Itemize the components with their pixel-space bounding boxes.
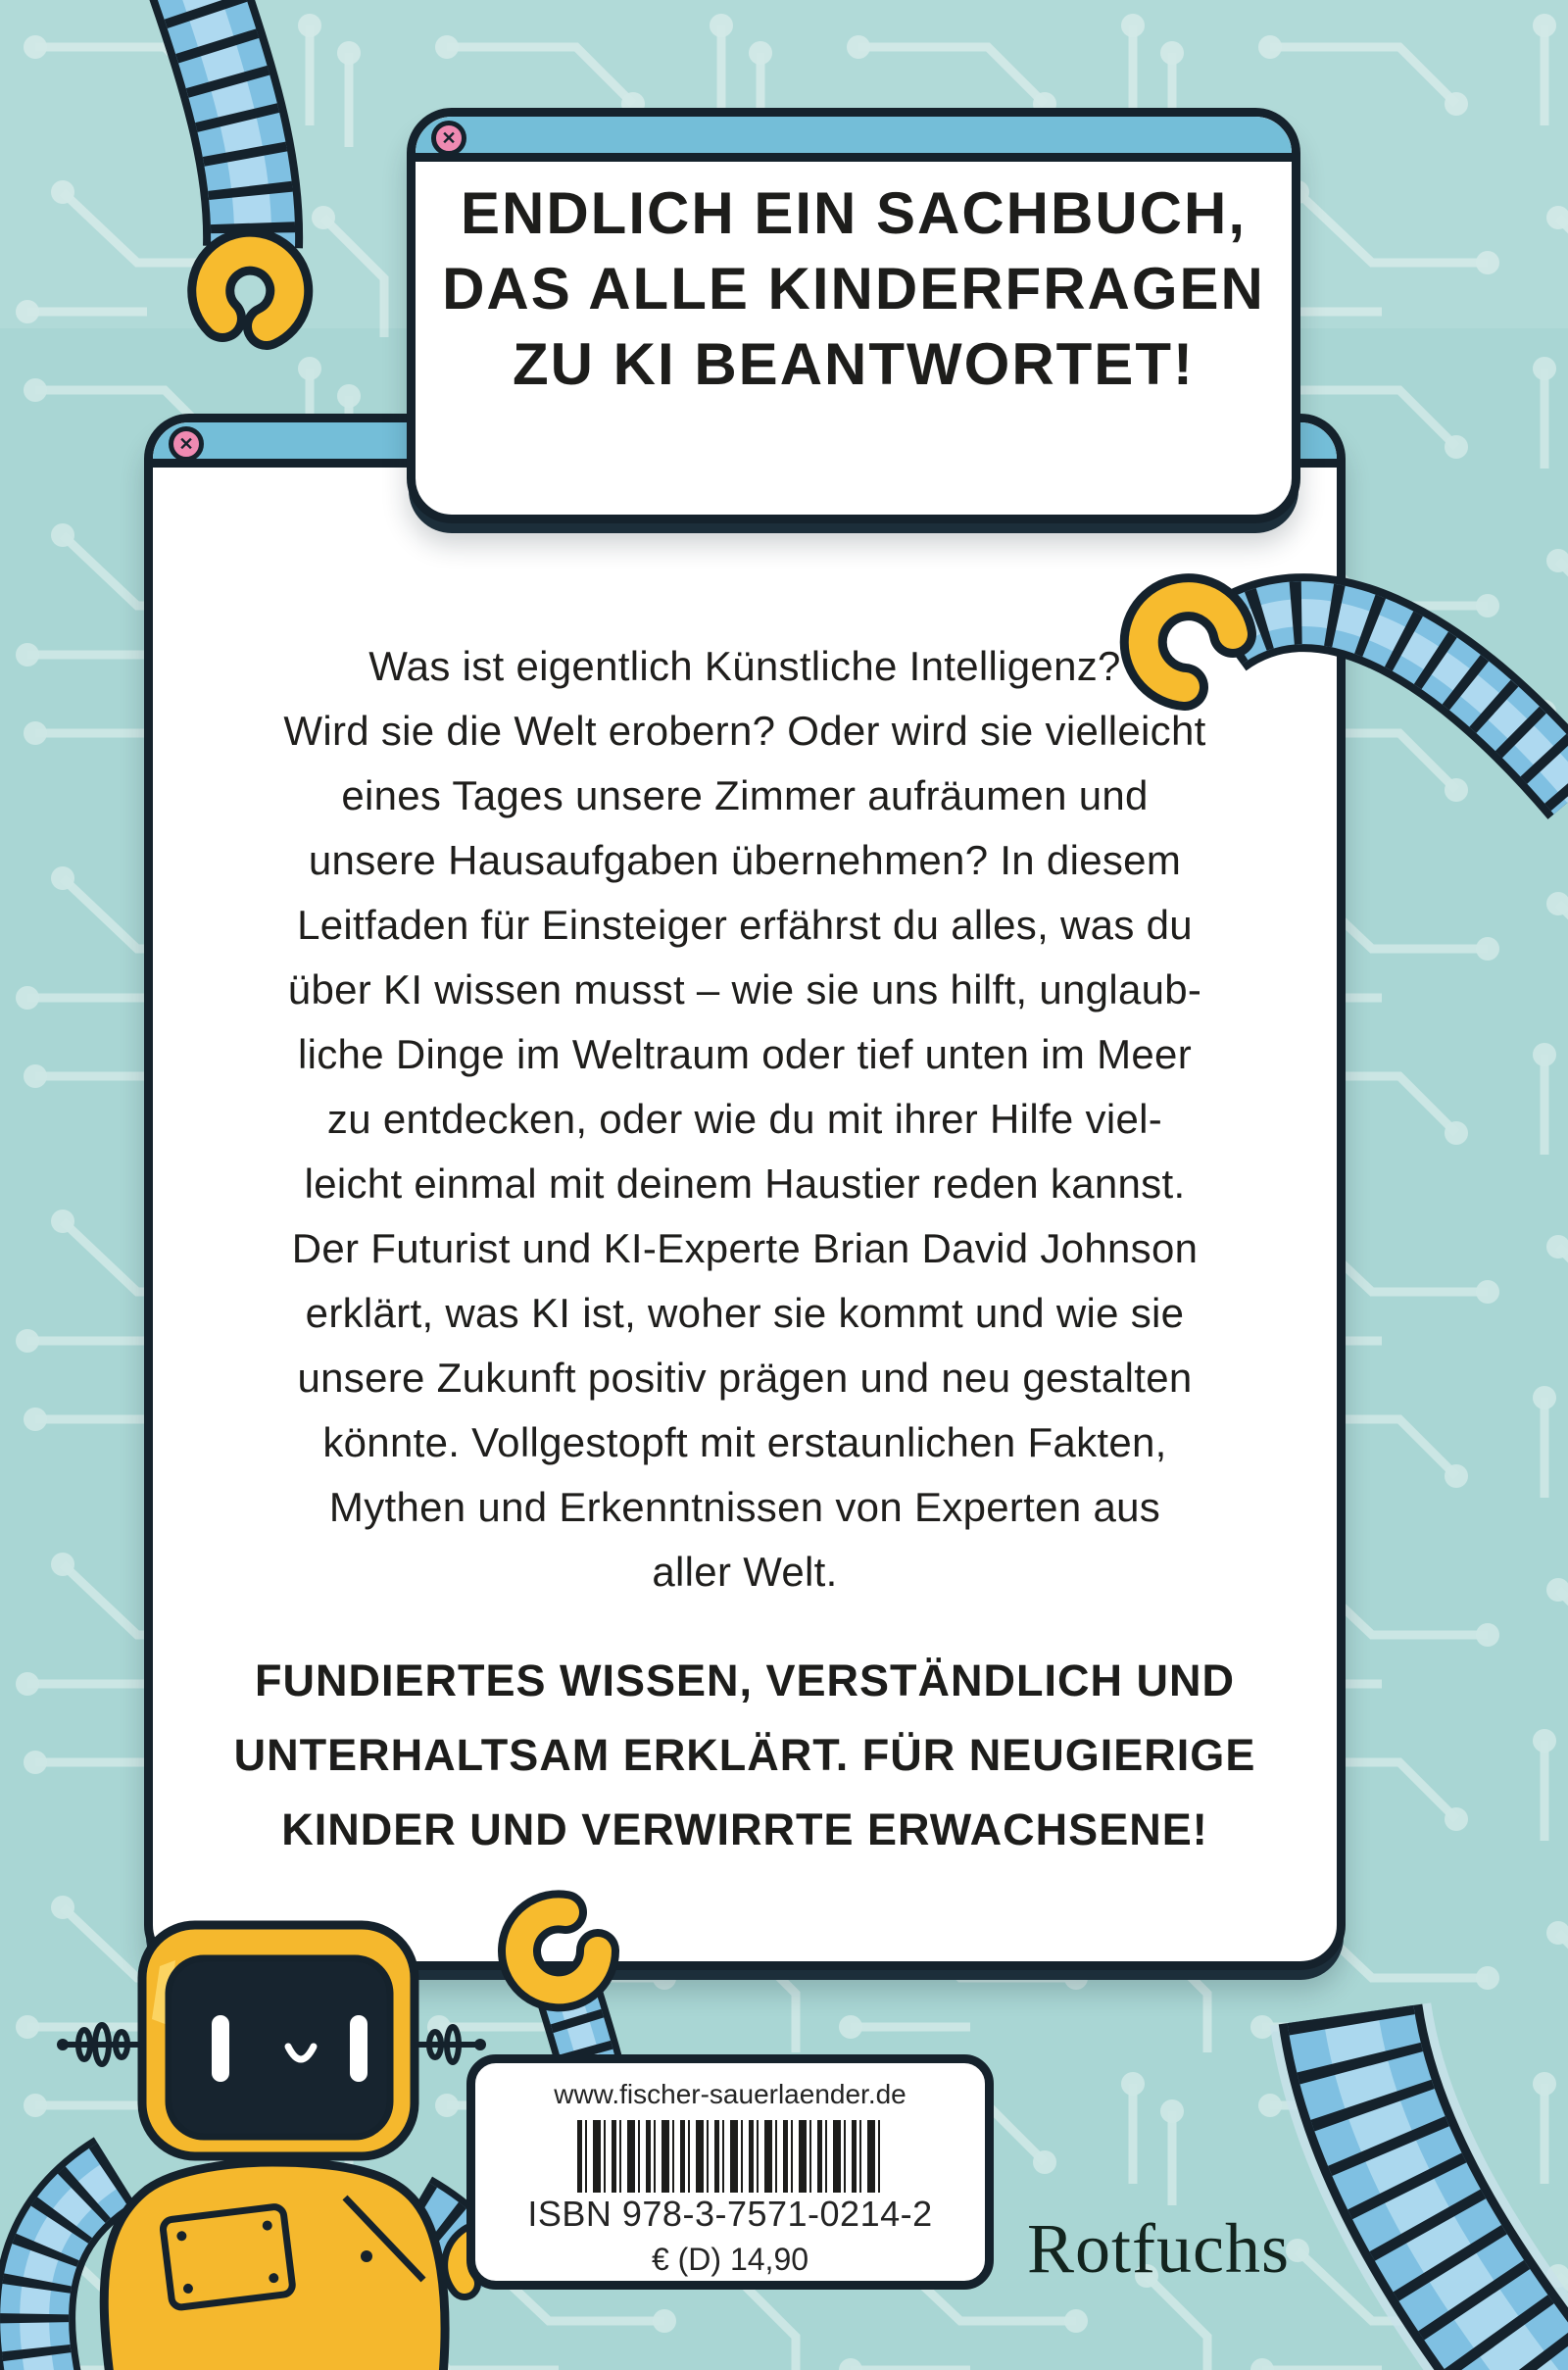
publisher-logo: Rotfuchs bbox=[1027, 2209, 1290, 2288]
text-line: unsere Hausaufgaben übernehmen? In diesem bbox=[308, 837, 1182, 883]
text-line: Leitfaden für Einsteiger erfährst du alles, was du bbox=[297, 902, 1193, 948]
close-icon[interactable]: ✕ bbox=[169, 426, 204, 462]
text-line: Mythen und Erkenntnissen von Experten aus bbox=[328, 1484, 1161, 1530]
text-line: ZU KI BEANTWORTET! bbox=[513, 331, 1195, 397]
blurb-caps-text bbox=[153, 1644, 1337, 1867]
text-line: über KI wissen musst – wie sie uns hilft, unglaub- bbox=[287, 966, 1202, 1012]
barcode bbox=[577, 2120, 883, 2193]
text-line: aller Welt. bbox=[652, 1549, 838, 1595]
text-line: DAS ALLE KINDERFRAGEN bbox=[442, 256, 1265, 321]
close-icon[interactable]: ✕ bbox=[431, 121, 466, 156]
text-line: ENDLICH EIN SACHBUCH, bbox=[460, 180, 1248, 246]
text-line: leicht einmal mit deinem Haustier reden kannst. bbox=[304, 1160, 1186, 1207]
text-line: Der Futurist und KI-Experte Brian David Johnson bbox=[291, 1225, 1199, 1271]
price: € (D) 14,90 bbox=[651, 2242, 809, 2277]
headline-window bbox=[407, 108, 1300, 523]
text-line: UNTERHALTSAM ERKLÄRT. FÜR NEUGIERIGE bbox=[233, 1730, 1256, 1780]
text-line: eines Tages unsere Zimmer aufräumen und bbox=[341, 772, 1149, 818]
barcode-box bbox=[466, 2054, 994, 2290]
text-line: Wird sie die Welt erobern? Oder wird sie vielleicht bbox=[283, 708, 1206, 754]
text-line: unsere Zukunft positiv prägen und neu gestalten bbox=[297, 1355, 1193, 1401]
text-line: liche Dinge im Weltraum oder tief unten im Meer bbox=[297, 1031, 1192, 1077]
text-line: FUNDIERTES WISSEN, VERSTÄNDLICH UND bbox=[254, 1655, 1236, 1705]
headline-text bbox=[416, 175, 1292, 402]
text-line: zu entdecken, oder wie du mit ihrer Hilfe viel- bbox=[326, 1096, 1163, 1142]
headline-window-titlebar bbox=[416, 117, 1292, 162]
text-line: erklärt, was KI ist, woher sie kommt und wie sie bbox=[305, 1290, 1185, 1336]
main-window bbox=[144, 414, 1346, 1970]
text-line: KINDER UND VERWIRRTE ERWACHSENE! bbox=[281, 1804, 1208, 1854]
text-line: Was ist eigentlich Künstliche Intelligenz? bbox=[368, 643, 1121, 689]
isbn-number: ISBN 978-3-7571-0214-2 bbox=[527, 2194, 933, 2234]
blurb-text bbox=[153, 634, 1337, 1605]
text-line: könnte. Vollgestopft mit erstaunlichen Fakten, bbox=[322, 1419, 1167, 1465]
publisher-website: www.fischer-sauerlaender.de bbox=[554, 2079, 906, 2109]
